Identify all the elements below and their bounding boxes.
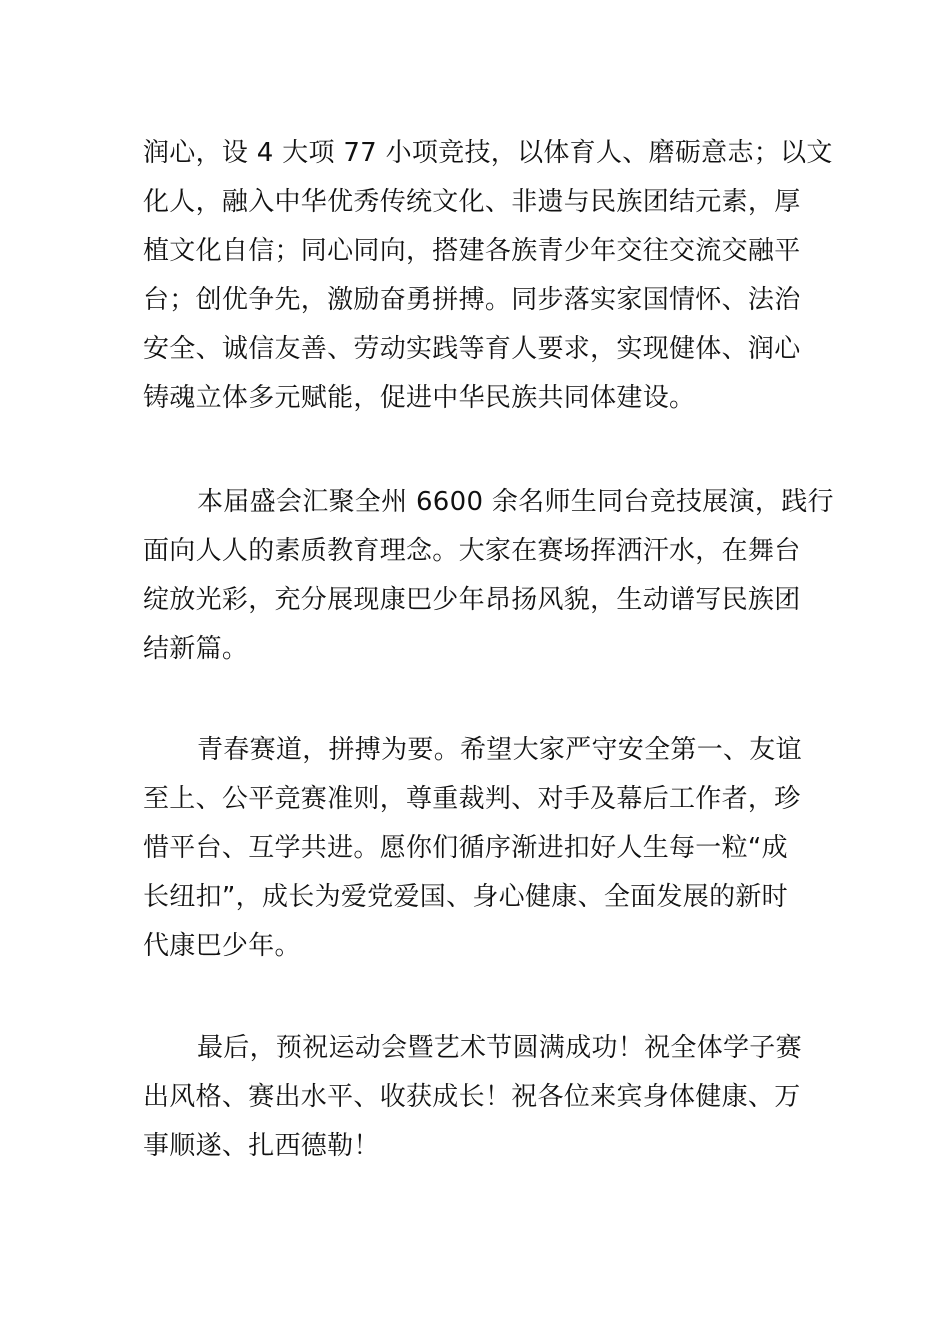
text-line: 安全、诚信友善、劳动实践等育人要求，实现健体、润心 [143,334,801,364]
text-line: 事顺遂、扎西德勒！ [143,1131,380,1161]
text-line: 长纽扣”，成长为爱党爱国、身心健康、全面发展的新时 [143,882,788,912]
text-line: 铸魂立体多元赋能，促进中华民族共同体建设。 [143,383,696,413]
paragraph-expectations [143,726,807,971]
text-line: 至上、公平竞赛准则，尊重裁判、对手及幕后工作者，珍 [143,784,801,814]
text-line: 润心，设 4 大项 77 小项竞技，以体育人、磨砺意志；以文 [143,138,833,168]
text-line: 台；创优争先，激励奋勇拼搏。同步落实家国情怀、法治 [143,285,801,315]
text-line: 面向人人的素质教育理念。大家在赛场挥洒汗水，在舞台 [143,536,801,566]
text-line: 青春赛道，拼搏为要。希望大家严守安全第一、友谊 [197,735,802,765]
paragraph-event-summary [143,478,834,674]
text-line: 出风格、赛出水平、收获成长！祝各位来宾身体健康、万 [143,1082,801,1112]
paragraph-closing-wishes [143,1024,807,1171]
text-line: 惜平台、互学共进。愿你们循序渐进扣好人生每一粒“成 [143,833,788,863]
text-line: 本届盛会汇聚全州 6600 余名师生同台竞技展演，践行 [197,487,834,517]
text-line: 植文化自信；同心同向，搭建各族青少年交往交流交融平 [143,236,801,266]
text-line: 化人，融入中华优秀传统文化、非遗与民族团结元素，厚 [143,187,801,217]
text-line: 代康巴少年。 [143,931,301,961]
text-line: 结新篇。 [143,634,249,664]
text-line: 绽放光彩，充分展现康巴少年昂扬风貌，生动谱写民族团 [143,585,801,615]
paragraph-continuation [143,129,833,423]
text-line: 最后，预祝运动会暨艺术节圆满成功！祝全体学子赛 [197,1033,802,1063]
